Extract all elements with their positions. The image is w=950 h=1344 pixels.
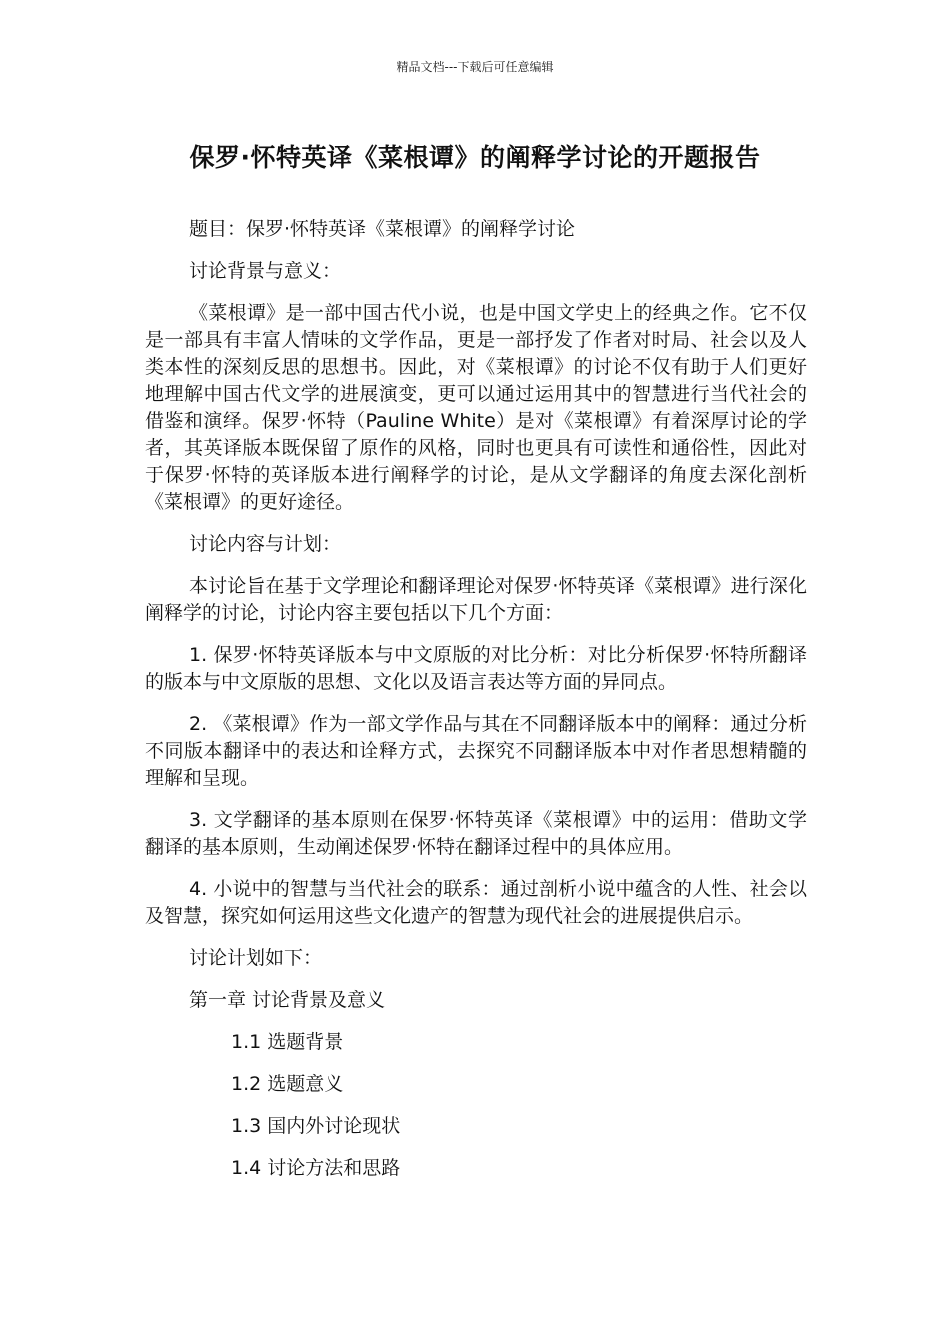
toc-item-1-2: 1.2 选题意义 [231, 1073, 344, 1095]
content-item-3: 3. 文学翻译的基本原则在保罗·怀特英译《菜根谭》中的运用：借助文学翻译的基本原则，生动阐述保罗·怀特在翻译过程中的具体应用。 [145, 809, 807, 858]
toc-item-1-4: 1.4 讨论方法和思路 [231, 1157, 401, 1179]
content-item-4: 4. 小说中的智慧与当代社会的联系：通过剖析小说中蕴含的人性、社会以及智慧，探究如何运用这些文化遗产的智慧为现代社会的进展提供启示。 [145, 878, 807, 927]
chapter-1-heading: 第一章 讨论背景及意义 [189, 989, 386, 1011]
background-heading: 讨论背景与意义： [189, 260, 342, 282]
plan-heading: 讨论计划如下： [189, 947, 323, 969]
content-item-2: 2. 《菜根谭》作为一部文学作品与其在不同翻译版本中的阐释：通过分析不同版本翻译中的表达和诠释方式，去探究不同翻译版本中对作者思想精髓的理解和呈现。 [145, 713, 807, 789]
toc-item-1-1: 1.1 选题背景 [231, 1031, 344, 1053]
content-intro-paragraph: 本讨论旨在基于文学理论和翻译理论对保罗·怀特英译《菜根谭》进行深化阐释学的讨论，讨论内容主要包括以下几个方面： [145, 575, 807, 624]
document-title: 保罗·怀特英译《菜根谭》的阐释学讨论的开题报告 [189, 143, 761, 172]
document-body [145, 216, 807, 1197]
topic-line: 题目：保罗·怀特英译《菜根谭》的阐释学讨论 [189, 218, 576, 240]
toc-item-1-3: 1.3 国内外讨论现状 [231, 1115, 401, 1137]
background-paragraph: 《菜根谭》是一部中国古代小说，也是中国文学史上的经典之作。它不仅是一部具有丰富人情味的文学作品，更是一部抒发了作者对时局、社会以及人类本性的深刻反思的思想书。因此，对《菜根谭》的讨论不仅有助于人们更好地理解中国古代文学的进展演变，更可以通过运用其中的智慧进行当代社会的借鉴和演绎。保罗·怀特（Pauline White）是对《菜根谭》有着深厚讨论的学者，其英译版本既保留了原作的风格，同时也更具有可读性和通俗性，因此对于保罗·怀特的英译版本进行阐释学的讨论，是从文学翻译的角度去深化剖析《菜根谭》的更好途径。 [145, 302, 807, 513]
header-note: 精品文档---下载后可任意编辑 [396, 60, 554, 74]
content-item-1: 1. 保罗·怀特英译版本与中文原版的对比分析：对比分析保罗·怀特所翻译的版本与中文原版的思想、文化以及语言表达等方面的异同点。 [145, 644, 807, 693]
content-heading: 讨论内容与计划： [189, 533, 342, 555]
